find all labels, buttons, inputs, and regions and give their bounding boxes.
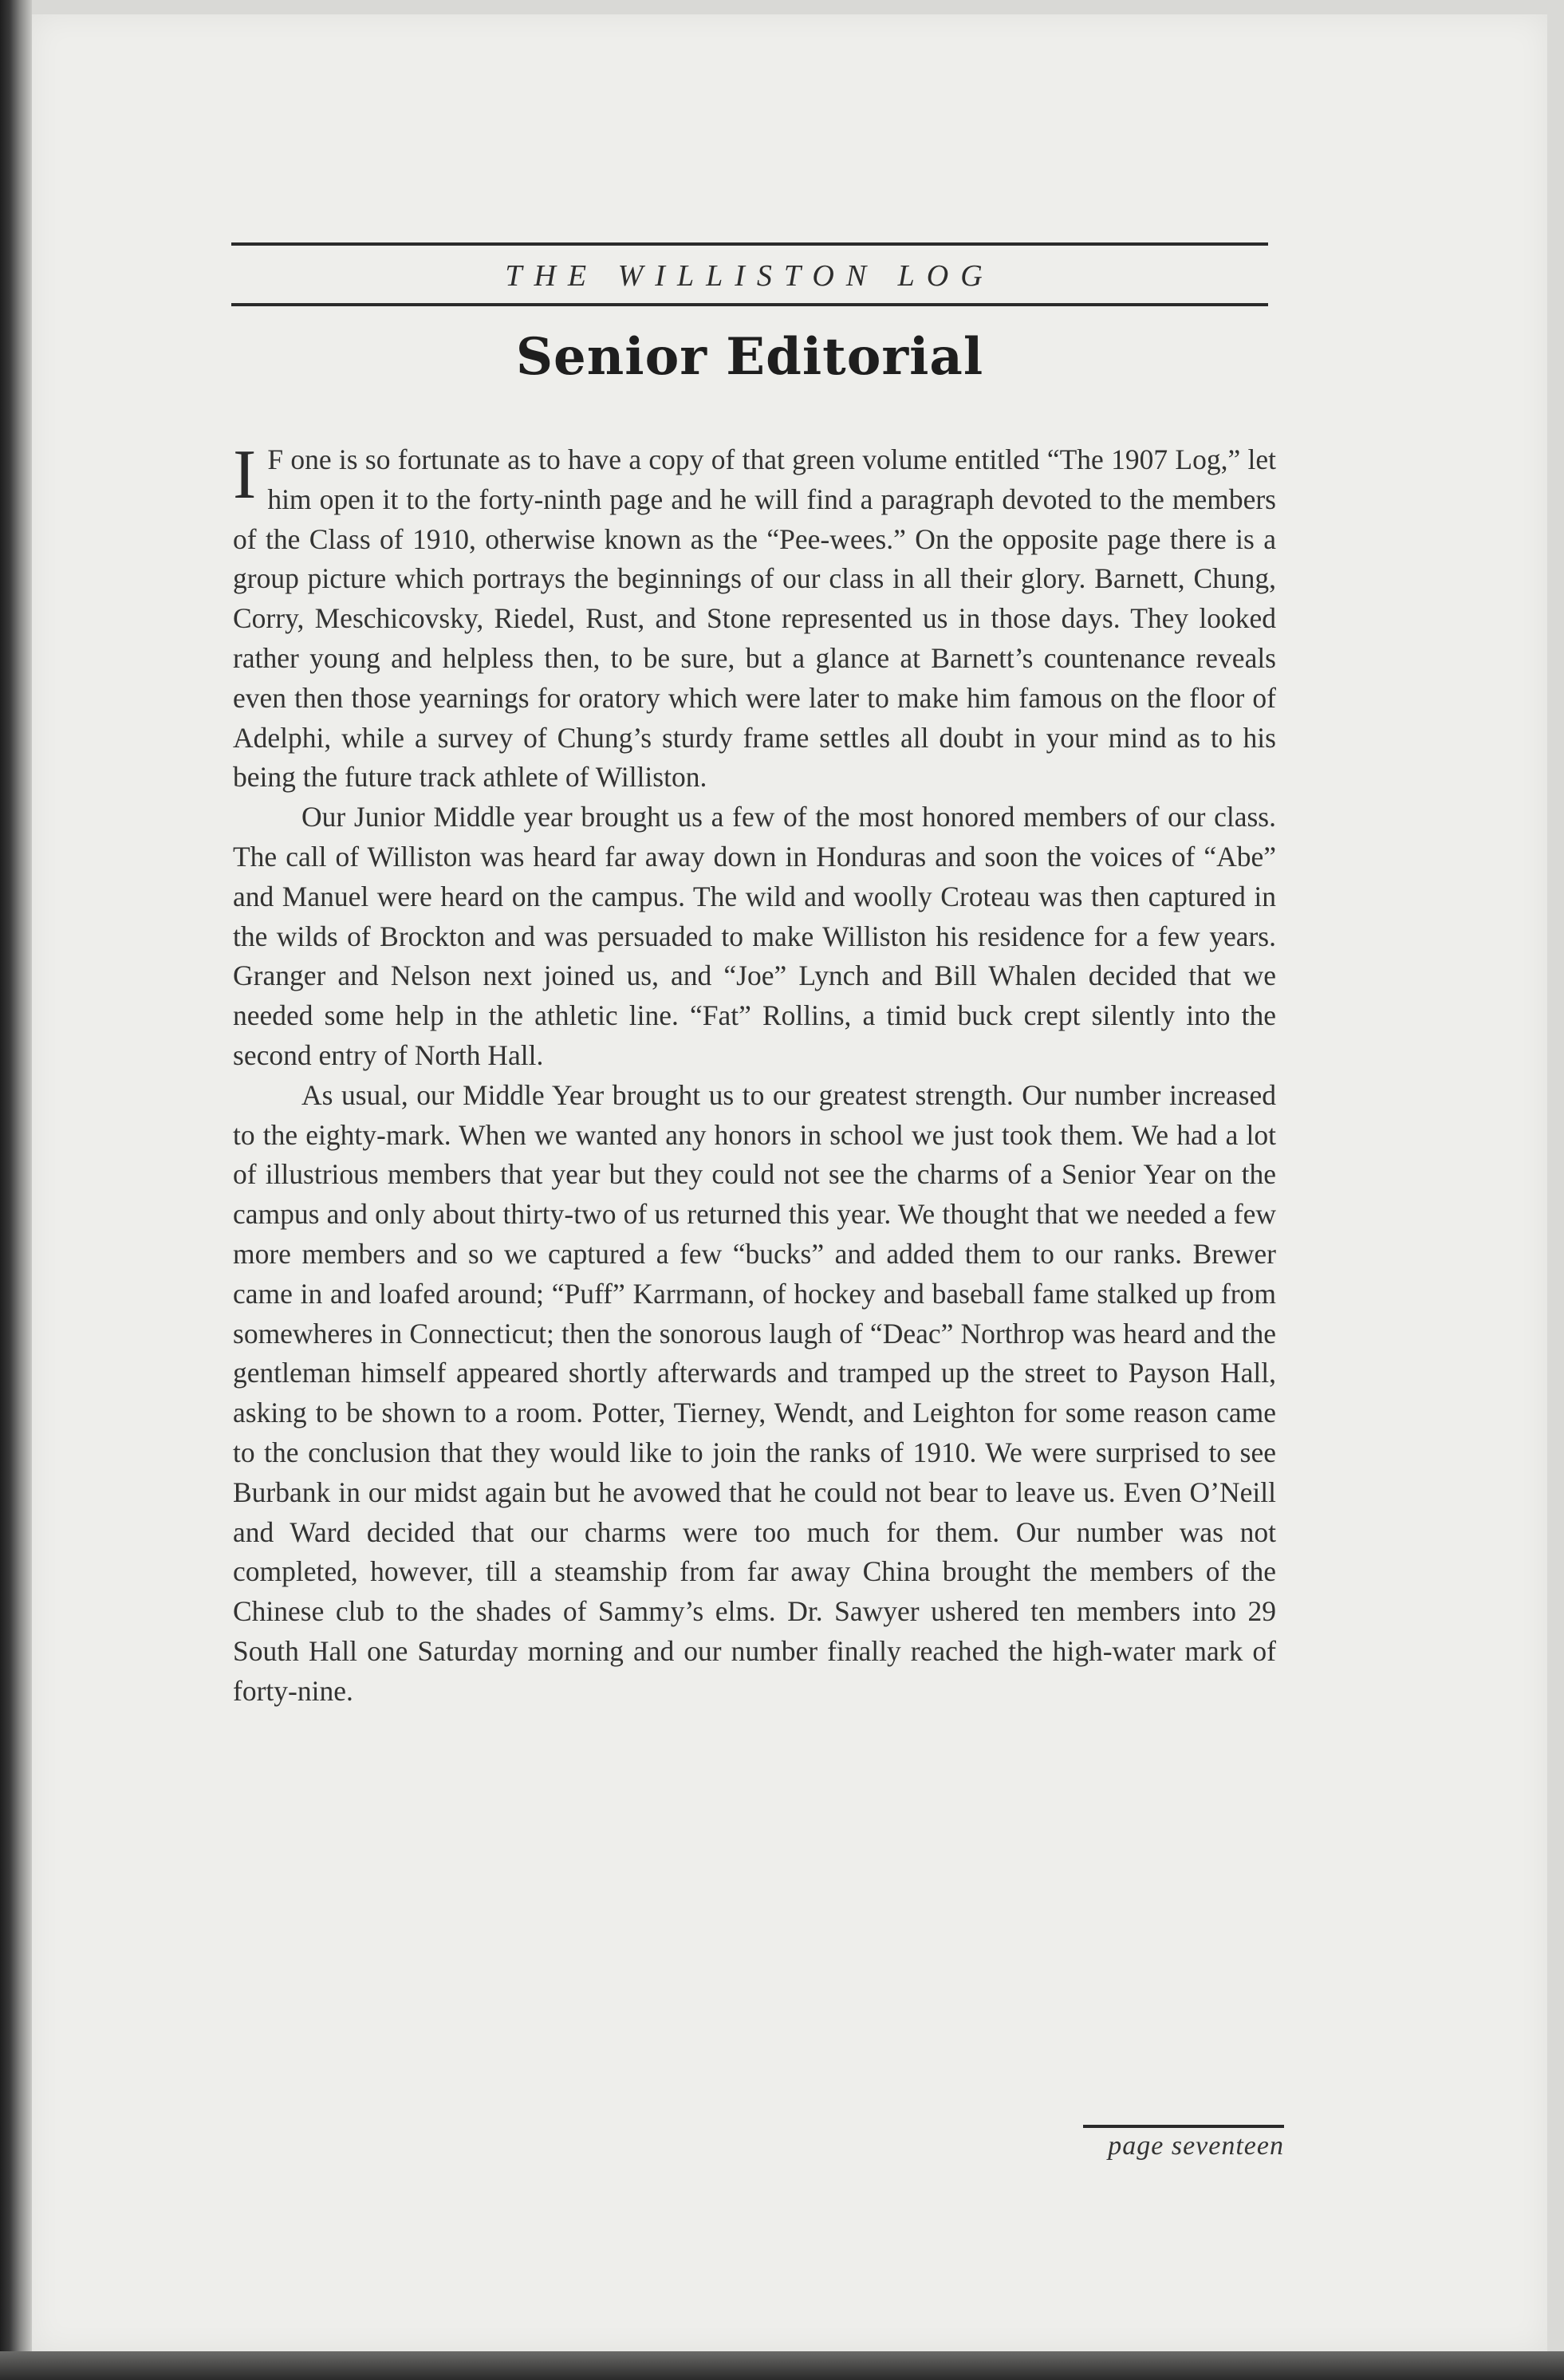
footer-rule xyxy=(1083,2125,1284,2128)
section-title: Senior Editorial xyxy=(515,327,984,387)
scan-bottom-edge xyxy=(0,2351,1564,2380)
article-body xyxy=(233,436,1276,2083)
paragraph-2: Our Junior Middle year brought us a few of the most honored members of our class. The call of Williston was heard far away down in Honduras and soon the voices of “Abe” and Manuel were heard on the campus. The wild and woolly Croteau was then captured in the wilds of Brockton and was persuaded to make Williston his residence for a few years. Granger and Nelson next joined us, and “Joe” Lynch and Bill Whalen decided that we needed some help in the athletic line. “Fat” Rollins, a timid buck crept silently into the second entry of North Hall. xyxy=(233,801,1276,1071)
running-header-title: THE WILLISTON LOG xyxy=(505,259,995,293)
drop-cap: I xyxy=(233,436,257,514)
running-header xyxy=(231,242,1268,306)
book-binding-edge xyxy=(0,0,32,2380)
paragraph-1 xyxy=(233,436,1276,798)
paragraph-3: As usual, our Middle Year brought us to our greatest strength. Our number increased to the eighty-mark. When we wanted any honors in school we just took them. We had a lot of illustrious members that year but they could not see the charms of a Senior Year on the campus and only about thirty-two of us returned this year. We thought that we needed a few more members and so we captured a few “bucks” and added them to our ranks. Brewer came in and loafed around; “Puff” Karrmann, of hockey and baseball fame stalked up from somewheres in Connecticut; then the sonorous laugh of “Deac” Northrop was heard and the gentleman himself appeared shortly afterwards and tramped up the street to Payson Hall, asking to be shown to a room. Potter, Tierney, Wendt, and Leighton for some reason came to the conclusion that they would like to join the ranks of 1910. We were surprised to see Burbank in our midst again but he avowed that he could not bear to leave us. Even O’Neill and Ward decided that our charms were too much for them. Our number was not completed, however, till a steamship from far away China brought the members of the Chinese club to the shades of Sammy’s elms. Dr. Sawyer ushered ten members into 29 South Hall one Saturday morning and our number finally reached the high-water mark of forty-nine. xyxy=(233,1078,1276,1707)
page-number-label: page seventeen xyxy=(1108,2131,1284,2161)
paragraph-1-text: F one is so fortunate as to have a copy of that green volume entitled “The 1907 Log,” let him open it to the forty-ninth page and he will find a paragraph devoted to the members of the Class of 1910, otherwise known as the “Pee-wees.” On the opposite page there is a group picture which portrays the beginnings of our class in all their glory. Barnett, Chung, Corry, Meschicovsky, Riedel, Rust, and Stone represented us in those days. They looked rather young and helpless then, to be sure, but a glance at Barnett’s countenance reveals even then those yearnings for oratory which were later to make him famous on the floor of Adelphi, while a survey of Chung’s sturdy frame settles all doubt in your mind as to his being the future track athlete of Williston. xyxy=(233,443,1276,794)
